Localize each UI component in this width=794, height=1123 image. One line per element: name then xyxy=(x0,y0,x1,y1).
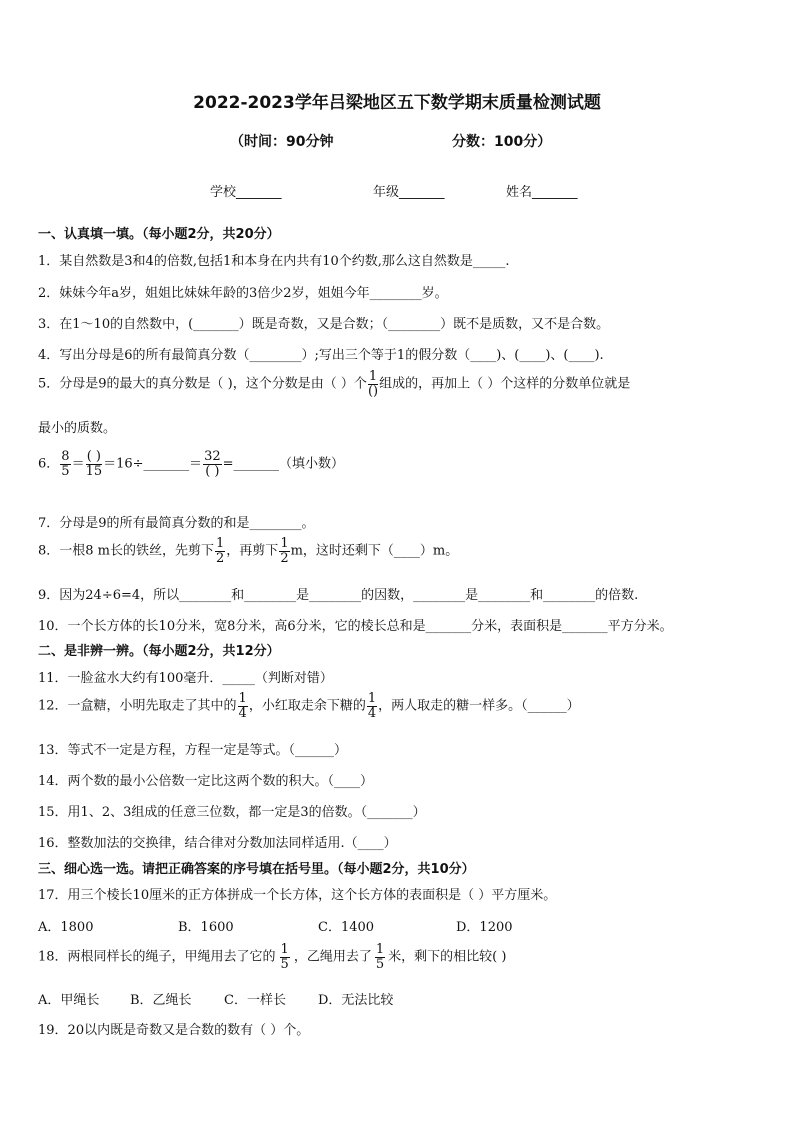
fraction-denominator: 4 xyxy=(238,705,247,721)
fraction-denominator: 5 xyxy=(375,956,385,972)
question-5-text-b: 组成的，再加上（ ）个这样的分数单位就是 xyxy=(379,376,631,392)
option-b: B．乙绳长 xyxy=(130,993,192,1008)
fraction xyxy=(279,537,289,565)
fraction-denominator: 4 xyxy=(367,705,377,721)
question-13: 13．等式不一定是方程，方程一定是等式。（______） xyxy=(38,743,348,758)
question-12-text-b: ，小红取走余下糖的 xyxy=(248,698,366,714)
section-heading-2: 二、是非辨一辨。（每小题2分，共12分） xyxy=(38,644,280,659)
question-5-continued: 最小的质数。 xyxy=(38,421,117,436)
question-6-text-mid: ＝16÷_______＝ xyxy=(103,456,203,472)
fraction xyxy=(367,692,377,720)
fraction xyxy=(215,537,225,565)
fraction xyxy=(368,370,378,398)
fraction-numerator: 1 xyxy=(280,942,289,957)
option-a: A．1800 xyxy=(38,920,94,935)
question-12-text-c: ，两人取走的糖一样多。（______） xyxy=(378,698,580,714)
name-field: 姓名_______ xyxy=(506,185,578,200)
question-6: 6． $\frac{8}{5}$ ＝ $\frac{( )}{15}$ ＝16÷_______＝ $\frac{32}{( )}$ =_______（填小数） xyxy=(38,449,345,479)
fraction xyxy=(203,450,222,478)
option-c: C．1400 xyxy=(318,920,375,935)
page-title: 2022-2023学年吕梁地区五下数学期末质量检测试题 xyxy=(193,93,601,113)
fraction-numerator: 1 xyxy=(238,691,247,706)
question-16: 16．整数加法的交换律，结合律对分数加法同样适用.（____） xyxy=(38,836,397,851)
question-18 xyxy=(38,943,506,971)
fraction-numerator: 8 xyxy=(61,449,70,464)
question-17: 17．用三个棱长10厘米的正方体拼成一个长方体，这个长方体的表面积是（ ）平方厘米。 xyxy=(38,888,557,903)
fraction-numerator: 1 xyxy=(280,536,289,551)
fraction-numerator: ( ) xyxy=(86,449,101,464)
fraction-denominator: 5 xyxy=(61,463,70,479)
question-8-text-a: 8．一根8 m长的铁丝，先剪下 xyxy=(38,543,215,559)
question-12 xyxy=(38,692,580,720)
school-field: 学校_______ xyxy=(210,185,282,200)
fraction-denominator: 5 xyxy=(280,956,289,972)
question-7: 7．分母是9的所有最简真分数的和是________。 xyxy=(38,516,315,531)
exam-time: （时间：90分钟 xyxy=(230,134,334,150)
option-c: C．一样长 xyxy=(224,993,286,1008)
question-8 xyxy=(38,537,458,565)
option-d: D．无法比较 xyxy=(318,993,394,1008)
question-18-text-b: ，乙绳用去了 xyxy=(293,949,372,965)
question-9: 9．因为24÷6=4，所以________和________是________的因数，________是________和________的倍数. xyxy=(38,588,639,603)
question-19: 19．20以内既是奇数又是合数的数有（ ）个。 xyxy=(38,1023,310,1038)
fraction-denominator: 15 xyxy=(85,463,103,479)
question-17-options xyxy=(38,916,513,935)
question-8-text-c: m，这时还剩下（____）m。 xyxy=(290,543,459,559)
question-5 xyxy=(38,370,630,398)
fraction-denominator: 2 xyxy=(216,550,225,566)
grade-field: 年级_______ xyxy=(373,185,445,200)
question-3: 3．在1～10的自然数中，(_______）既是奇数，又是合数；（________）既不是质数，又不是合数。 xyxy=(38,317,610,332)
question-1: 1．某自然数是3和4的倍数,包括1和本身在内共有10个约数,那么这自然数是_____. xyxy=(38,254,510,269)
fraction-denominator: () xyxy=(367,383,379,399)
fraction-numerator: 32 xyxy=(204,449,221,464)
fraction xyxy=(86,450,103,478)
fraction-numerator: 1 xyxy=(367,691,377,706)
fraction-denominator: ( ) xyxy=(205,463,220,479)
exam-score: 分数：100分） xyxy=(452,134,552,150)
fraction xyxy=(280,943,290,971)
fraction xyxy=(375,943,385,971)
question-12-text-a: 12．一盒糖，小明先取走了其中的 xyxy=(38,698,237,714)
question-18-text-a: 18．两根同样长的绳子，甲绳用去了它的 xyxy=(38,949,276,965)
question-5-text-a: 5．分母是9的最大的真分数是（ )，这个分数是由（ ）个 xyxy=(38,376,367,392)
fraction xyxy=(60,450,70,478)
question-6-label: 6． xyxy=(38,456,60,472)
question-18-text-c: 米，剩下的相比较( ) xyxy=(388,949,507,965)
fraction-numerator: 1 xyxy=(368,369,378,384)
fraction-denominator: 2 xyxy=(280,550,289,566)
question-4: 4．写出分母是6的所有最简真分数（________）;写出三个等于1的假分数（____)、(____)、(____). xyxy=(38,348,604,363)
option-a: A．甲绳长 xyxy=(38,993,100,1008)
option-d: D．1200 xyxy=(456,920,513,935)
section-heading-1: 一、认真填一填。（每小题2分，共20分） xyxy=(38,227,280,242)
question-11: 11．一脸盆水大约有100毫升．_____（判断对错） xyxy=(38,671,333,686)
option-b: B．1600 xyxy=(178,920,234,935)
question-8-text-b: ，再剪下 xyxy=(226,543,279,559)
question-10: 10．一个长方体的长10分米，宽8分米，高6分米，它的棱长总和是_______分米，表面积是_______平方分米。 xyxy=(38,619,673,634)
fraction xyxy=(238,692,248,720)
question-2: 2．妹妹今年a岁，姐姐比妹妹年龄的3倍少2岁，姐姐今年________岁。 xyxy=(38,286,448,301)
section-heading-3: 三、细心选一选。请把正确答案的序号填在括号里。（每小题2分，共10分） xyxy=(38,862,475,877)
question-15: 15．用1、2、3组成的任意三位数，都一定是3的倍数。（_______） xyxy=(38,805,426,820)
question-18-options xyxy=(38,989,393,1008)
fraction-numerator: 1 xyxy=(216,536,225,551)
fraction-numerator: 1 xyxy=(375,942,385,957)
question-6-text-end: =_______（填小数） xyxy=(222,456,345,472)
question-14: 14．两个数的最小公倍数一定比这两个数的积大。（____） xyxy=(38,774,374,789)
